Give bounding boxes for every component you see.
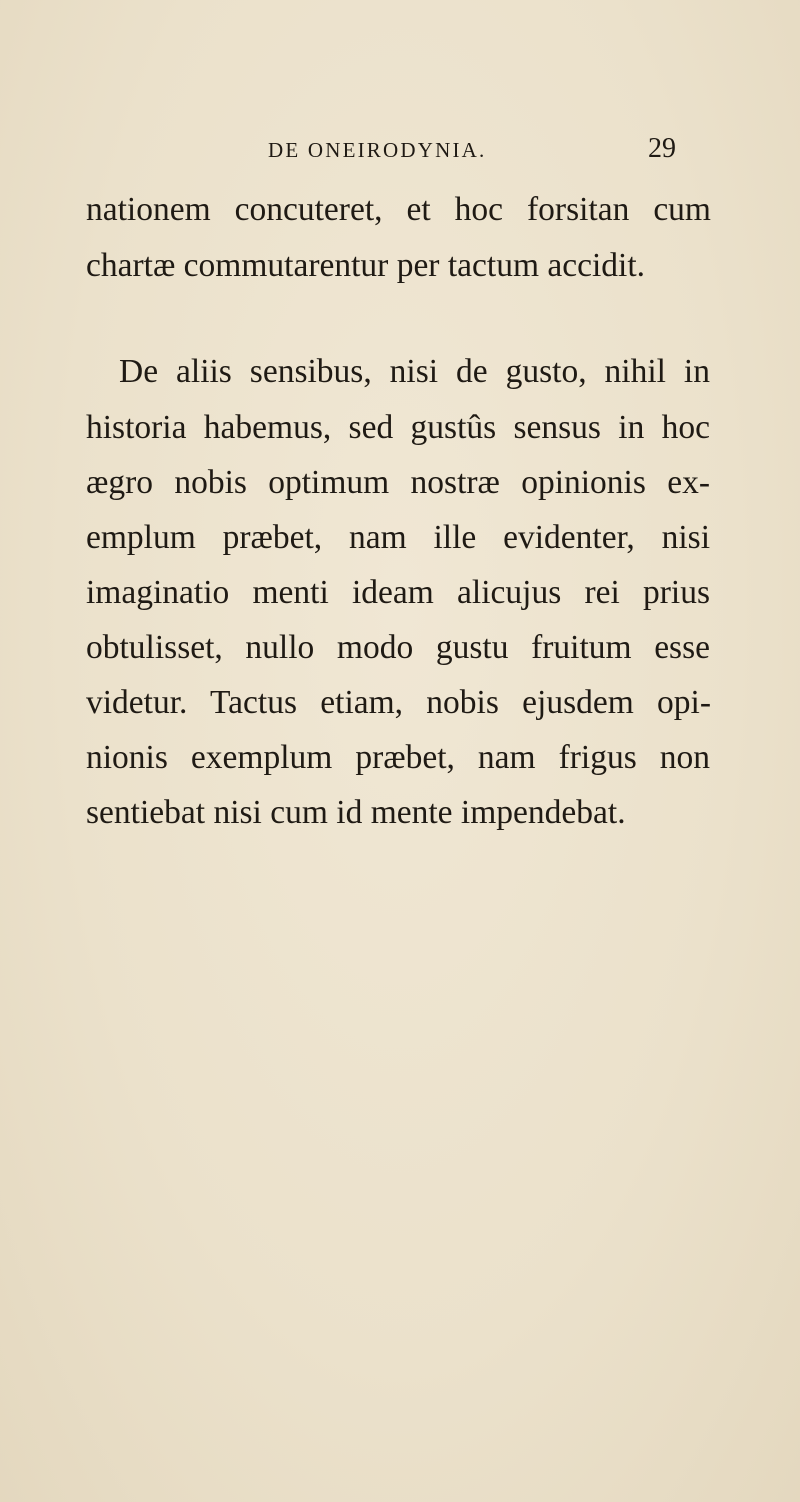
text-line: nionis exemplum præbet, nam frigus non	[86, 739, 710, 776]
page-number: 29	[648, 133, 676, 164]
text-line: De aliis sensibus, nisi de gusto, nihil in	[119, 353, 710, 390]
running-title: DE ONEIRODYNIA.	[268, 138, 487, 162]
text-line: ægro nobis optimum nostræ opinionis ex-	[86, 464, 710, 501]
text-line: chartæ commutarentur per tactum accidit.	[86, 247, 646, 284]
text-line: videtur. Tactus etiam, nobis ejusdem opi-	[86, 684, 711, 721]
running-head	[0, 133, 800, 178]
text-line: nationem concuteret, et hoc forsitan cum	[86, 191, 711, 228]
text-line: historia habemus, sed gustûs sensus in hoc	[86, 409, 710, 446]
text-line: emplum præbet, nam ille evidenter, nisi	[86, 519, 710, 556]
text-line: obtulisset, nullo modo gustu fruitum esse	[86, 629, 710, 666]
text-line: imaginatio menti ideam alicujus rei prius	[86, 574, 710, 611]
text-line: sentiebat nisi cum id mente impendebat.	[86, 794, 626, 831]
